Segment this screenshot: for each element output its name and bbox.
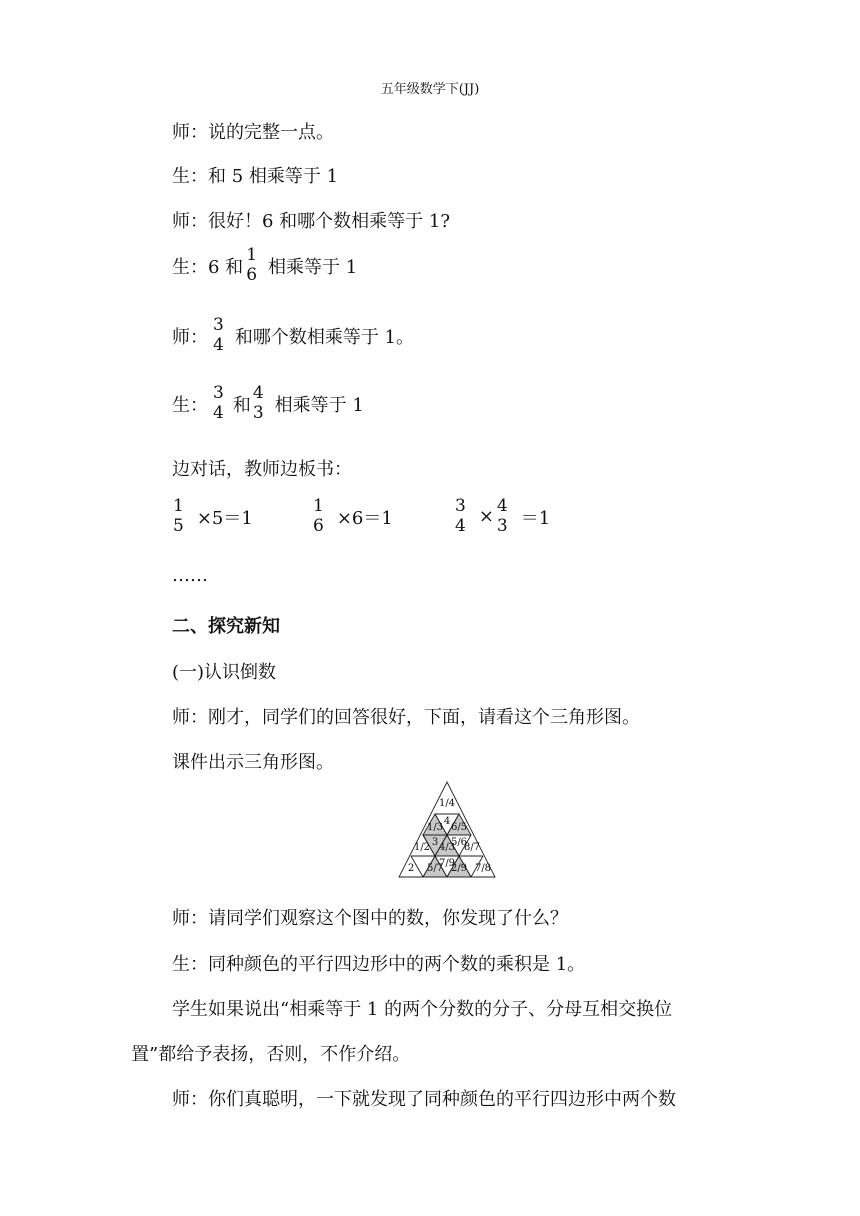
cell-label: 5/7 xyxy=(426,863,444,874)
fraction xyxy=(211,385,226,423)
cell-label: 1/4 xyxy=(438,798,456,809)
equation-rest: ×5＝1 xyxy=(196,507,253,529)
dialog-line-11: 生：同种颜色的平行四边形中的两个数的乘积是 1。 xyxy=(172,954,586,975)
dialog-line-8: 师：刚才，同学们的回答很好，下面，请看这个三角形图。 xyxy=(172,707,640,728)
numerator: 3 xyxy=(213,315,224,335)
dialog-line-10: 师：请同学们观察这个图中的数，你发现了什么？ xyxy=(172,908,568,929)
dialog-line-14: 师：你们真聪明，一下就发现了同种颜色的平行四边形中两个数 xyxy=(172,1089,676,1110)
paragraph-line-12: 学生如果说出“相乘等于 1 的两个分数的分子、分母互相交换位 xyxy=(172,999,673,1020)
denominator: 5 xyxy=(173,515,184,536)
fraction xyxy=(311,498,326,536)
equation-rest: ＝1 xyxy=(520,507,551,529)
denominator: 4 xyxy=(213,402,224,423)
dialog-line-2: 生：和 5 相乘等于 1 xyxy=(172,166,339,187)
denominator: 4 xyxy=(213,334,224,355)
cell-label: 5/6 xyxy=(450,837,468,848)
fraction xyxy=(251,385,266,423)
numerator: 3 xyxy=(455,496,466,516)
text: 和哪个数相乘等于 1。 xyxy=(234,326,415,348)
cell-label: 2 xyxy=(407,863,415,874)
denominator: 6 xyxy=(246,264,258,285)
cell-label: 6/5 xyxy=(450,822,468,833)
section-heading: 二、探究新知 xyxy=(172,616,280,637)
denominator: 3 xyxy=(496,515,508,536)
denominator: 6 xyxy=(313,515,324,536)
equation-2 xyxy=(308,498,393,536)
fraction xyxy=(495,498,510,536)
dialog-line-9: 课件出示三角形图。 xyxy=(172,752,334,773)
times-sign: × xyxy=(478,506,494,528)
numerator: 4 xyxy=(496,496,508,516)
text: 生： xyxy=(172,394,208,416)
numerator: 3 xyxy=(213,383,224,403)
text: 生：6 和 xyxy=(172,256,244,278)
paragraph-line-13: 置”都给予表扬，否则，不作介绍。 xyxy=(131,1044,411,1065)
cell-label: 3 xyxy=(431,837,439,848)
fraction xyxy=(244,247,259,285)
text: 相乘等于 1 xyxy=(274,394,364,416)
numerator: 1 xyxy=(173,496,184,516)
dialog-line-3: 师：很好！6 和哪个数相乘等于 1? xyxy=(172,211,450,232)
fraction xyxy=(453,498,468,536)
numerator: 1 xyxy=(246,245,258,265)
dialog-line-7: 边对话，教师边板书： xyxy=(172,459,352,480)
fraction xyxy=(171,498,186,536)
numerator: 1 xyxy=(313,496,324,516)
cell-label: 1/2 xyxy=(413,842,431,853)
cell-label: 8/7 xyxy=(463,842,481,853)
subsection-heading: (一)认识倒数 xyxy=(172,662,277,683)
denominator: 4 xyxy=(455,515,466,536)
cell-label: 2/9 xyxy=(450,863,468,874)
numerator: 4 xyxy=(252,383,264,403)
cell-label: 4 xyxy=(443,816,451,827)
equation-3 xyxy=(450,498,550,536)
dialog-line-4 xyxy=(172,247,357,285)
page-header: 五年级数学下(JJ) xyxy=(380,82,480,97)
denominator: 3 xyxy=(252,402,264,423)
text: 相乘等于 1 xyxy=(268,256,358,278)
triangle-figure xyxy=(398,780,498,890)
cell-label: 1/3 xyxy=(426,822,444,833)
equation-rest: ×6＝1 xyxy=(336,507,393,529)
cell-label: 7/9 xyxy=(438,858,456,869)
fraction xyxy=(211,317,226,355)
equation-1 xyxy=(168,498,253,536)
dialog-line-1: 师：说的完整一点。 xyxy=(172,122,334,143)
text: 和 xyxy=(232,394,251,416)
dialog-line-6 xyxy=(172,385,364,423)
ellipsis: …… xyxy=(172,565,208,586)
text: 师： xyxy=(172,326,208,348)
dialog-line-5 xyxy=(172,317,414,355)
cell-label: 4/3 xyxy=(438,842,456,853)
cell-label: 7/8 xyxy=(474,863,492,874)
